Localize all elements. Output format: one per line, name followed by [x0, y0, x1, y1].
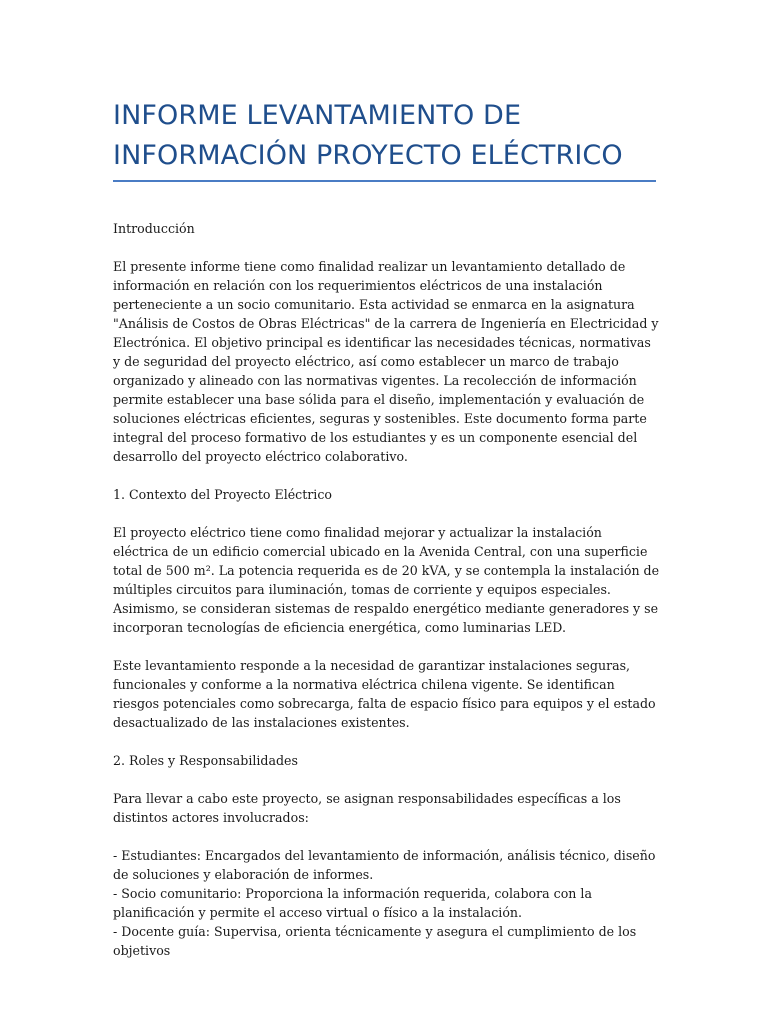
intro-paragraph: El presente informe tiene como finalidad realizar un levantamiento detallado de información en relación con los requerimientos eléctricos de una instalación perteneciente a un socio comunitario. Esta actividad se enmarca en la asignatura "Análisis de Costos de Obras Eléctricas" de la carrera de Ingeniería en Electricidad y Electrónica. El objetivo principal es identificar las necesidades técnicas, normativas y de seguridad del proyecto eléctrico, así como establecer un marco de trabajo organizado y alineado con las normativas vigentes. La recolección de información permite establecer una base sólida para el diseño, implementación y evaluación de soluciones eléctricas eficientes, seguras y sostenibles. Este documento forma parte integral del proceso formativo de los estudiantes y es un componente esencial del desarrollo del proyecto eléctrico colaborativo. [113, 259, 659, 464]
section2-heading: 2. Roles y Responsabilidades [113, 753, 298, 768]
document-body [113, 219, 661, 960]
document-title: INFORME LEVANTAMIENTO DE INFORMACIÓN PROYECTO ELÉCTRICO [113, 100, 623, 171]
title-underline [113, 180, 656, 182]
role-item-students: - Estudiantes: Encargados del levantamiento de información, análisis técnico, diseño de soluciones y elaboración de informes. [113, 848, 656, 882]
section1-paragraph-2: Este levantamiento responde a la necesidad de garantizar instalaciones seguras, funcionales y conforme a la normativa eléctrica chilena vigente. Se identifican riesgos potenciales como sobrecarga, falta de espacio físico para equipos y el estado desactualizado de las instalaciones existentes. [113, 658, 656, 730]
section1-heading: 1. Contexto del Proyecto Eléctrico [113, 487, 332, 502]
role-item-community-partner: - Socio comunitario: Proporciona la información requerida, colabora con la planificación y permite el acceso virtual o físico a la instalación. [113, 886, 592, 920]
section2-paragraph: Para llevar a cabo este proyecto, se asignan responsabilidades específicas a los distintos actores involucrados: [113, 791, 621, 825]
intro-heading: Introducción [113, 221, 195, 236]
role-item-teacher: - Docente guía: Supervisa, orienta técnicamente y asegura el cumplimiento de los objetivos [113, 924, 637, 958]
section1-paragraph-1: El proyecto eléctrico tiene como finalidad mejorar y actualizar la instalación eléctrica de un edificio comercial ubicado en la Avenida Central, con una superficie total de 500 m². La potencia requerida es de 20 kVA, y se contempla la instalación de múltiples circuitos para iluminación, tomas de corriente y equipos especiales. Asimismo, se consideran sistemas de respaldo energético mediante generadores y se incorporan tecnologías de eficiencia energética, como luminarias LED. [113, 525, 660, 635]
